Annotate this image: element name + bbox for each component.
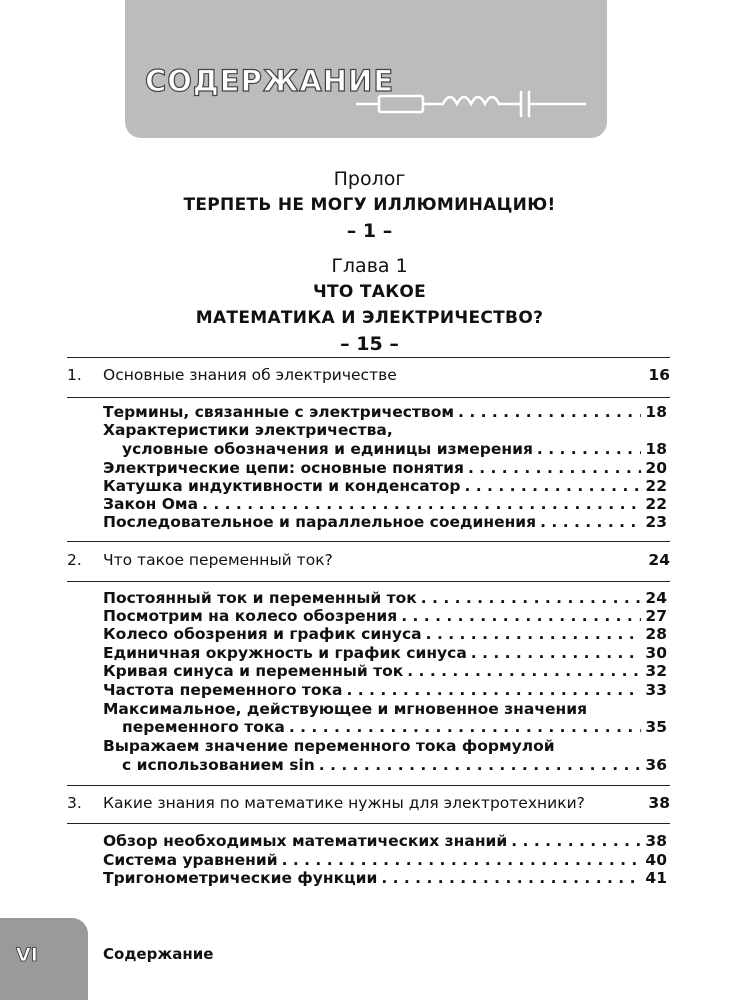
chapter-heading — [0, 253, 739, 357]
prologue-title[interactable]: ТЕРПЕТЬ НЕ МОГУ ИЛЛЮМИНАЦИЮ! — [183, 195, 556, 215]
toc-entry[interactable] — [103, 681, 667, 699]
leader-dots — [426, 625, 641, 643]
entry-title: Колесо обозрения и график синуса — [103, 625, 422, 643]
entry-title: Кривая синуса и переменный ток — [103, 662, 404, 680]
chapter-title-line1[interactable]: ЧТО ТАКОЕ — [312, 282, 427, 302]
entry-page: 20 — [645, 459, 667, 477]
entry-title-continuation: условные обозначения и единицы измерения — [122, 440, 533, 458]
leader-dots — [471, 644, 641, 662]
entry-title: Катушка индуктивности и конденсатор — [103, 477, 461, 495]
toc-entry[interactable] — [103, 625, 667, 643]
entry-page: 22 — [645, 477, 667, 495]
toc-entry[interactable] — [122, 718, 667, 736]
section-2-row[interactable] — [67, 551, 670, 569]
section-number: 1. — [67, 366, 82, 384]
toc-entry[interactable] — [103, 589, 667, 607]
toc-entry[interactable] — [103, 403, 667, 421]
entry-title: Постоянный ток и переменный ток — [103, 589, 417, 607]
section-divider — [67, 541, 670, 542]
entry-title-continuation: с использованием sin — [122, 756, 315, 774]
entry-page: 22 — [645, 495, 667, 513]
entry-title: Электрические цепи: основные понятия — [103, 459, 464, 477]
leader-dots — [458, 403, 641, 421]
toc-entry[interactable] — [103, 513, 667, 531]
toc-entry[interactable] — [103, 832, 667, 850]
chapter-page: – 15 – — [340, 333, 399, 355]
section-number: 3. — [67, 794, 82, 812]
leader-dots — [289, 718, 641, 736]
footer-label: Содержание — [103, 945, 214, 963]
entry-page: 18 — [645, 440, 667, 458]
entry-page: 28 — [645, 625, 667, 643]
prologue-page: – 1 – — [346, 220, 393, 242]
section-divider — [67, 397, 670, 398]
entry-title: Последовательное и параллельное соединения — [103, 513, 537, 531]
entry-page: 30 — [645, 644, 667, 662]
header-tab — [125, 0, 607, 138]
leader-dots — [381, 869, 641, 887]
section-divider — [67, 357, 670, 358]
chapter-label: Глава 1 — [331, 255, 408, 277]
leader-dots — [202, 495, 641, 513]
entry-title: Единичная окружность и график синуса — [103, 644, 467, 662]
entry-page: 36 — [645, 756, 667, 774]
toc-entry[interactable] — [103, 459, 667, 477]
leader-dots — [540, 513, 641, 531]
leader-dots — [319, 756, 641, 774]
leader-dots — [421, 589, 641, 607]
entry-page: 33 — [645, 681, 667, 699]
entry-title: Термины, связанные с электричеством — [103, 403, 455, 421]
entry-title: Частота переменного тока — [103, 681, 343, 699]
toc-entry[interactable] — [122, 756, 667, 774]
entry-title[interactable]: Характеристики электричества, — [103, 421, 393, 439]
entry-page: 23 — [645, 513, 667, 531]
section-number: 2. — [67, 551, 82, 569]
entry-page: 32 — [645, 662, 667, 680]
entry-page: 38 — [645, 832, 667, 850]
prologue-label: Пролог — [333, 168, 406, 190]
leader-dots — [464, 477, 641, 495]
toc-entry[interactable] — [103, 869, 667, 887]
toc-entry[interactable] — [103, 607, 667, 625]
entry-title: Обзор необходимых математических знаний — [103, 832, 508, 850]
chapter-title-line2[interactable]: МАТЕМАТИКА И ЭЛЕКТРИЧЕСТВО? — [195, 308, 544, 328]
leader-dots — [407, 662, 641, 680]
section-divider — [67, 823, 670, 824]
entry-title: Система уравнений — [103, 851, 278, 869]
footer-page-tab — [0, 918, 88, 1000]
leader-dots — [401, 607, 641, 625]
section-3-row[interactable] — [67, 794, 670, 812]
entry-title[interactable]: Максимальное, действующее и мгновенное значения — [103, 700, 588, 718]
entry-title[interactable]: Выражаем значение переменного тока формулой — [103, 737, 555, 755]
section-divider — [67, 785, 670, 786]
leader-dots — [468, 459, 641, 477]
section-title: Основные знания об электричестве — [103, 366, 397, 384]
toc-entry[interactable] — [103, 851, 667, 869]
entry-page: 27 — [645, 607, 667, 625]
toc-entry[interactable] — [103, 495, 667, 513]
footer-page-number: VI — [16, 944, 38, 966]
section-divider — [67, 581, 670, 582]
leader-dots — [346, 681, 641, 699]
page-title: СОДЕРЖАНИЕ — [145, 64, 395, 98]
toc-entry[interactable] — [103, 644, 667, 662]
toc-entry[interactable] — [103, 477, 667, 495]
section-title: Что такое переменный ток? — [103, 551, 333, 569]
section-title: Какие знания по математике нужны для электротехники? — [103, 794, 585, 812]
entry-title: Посмотрим на колесо обозрения — [103, 607, 398, 625]
entry-page: 18 — [645, 403, 667, 421]
entry-page: 24 — [645, 589, 667, 607]
entry-title: Тригонометрические функции — [103, 869, 378, 887]
leader-dots — [537, 440, 641, 458]
section-page: 24 — [648, 551, 670, 569]
leader-dots — [282, 851, 641, 869]
entry-page: 35 — [645, 718, 667, 736]
section-page: 16 — [648, 366, 670, 384]
toc-entry[interactable] — [103, 662, 667, 680]
toc-entry[interactable] — [122, 440, 667, 458]
entry-title: Закон Ома — [103, 495, 199, 513]
section-1-row[interactable] — [67, 366, 670, 384]
prologue-heading — [0, 166, 739, 244]
entry-page: 40 — [645, 851, 667, 869]
entry-page: 41 — [645, 869, 667, 887]
entry-title-continuation: переменного тока — [122, 718, 285, 736]
section-page: 38 — [648, 794, 670, 812]
leader-dots — [511, 832, 641, 850]
